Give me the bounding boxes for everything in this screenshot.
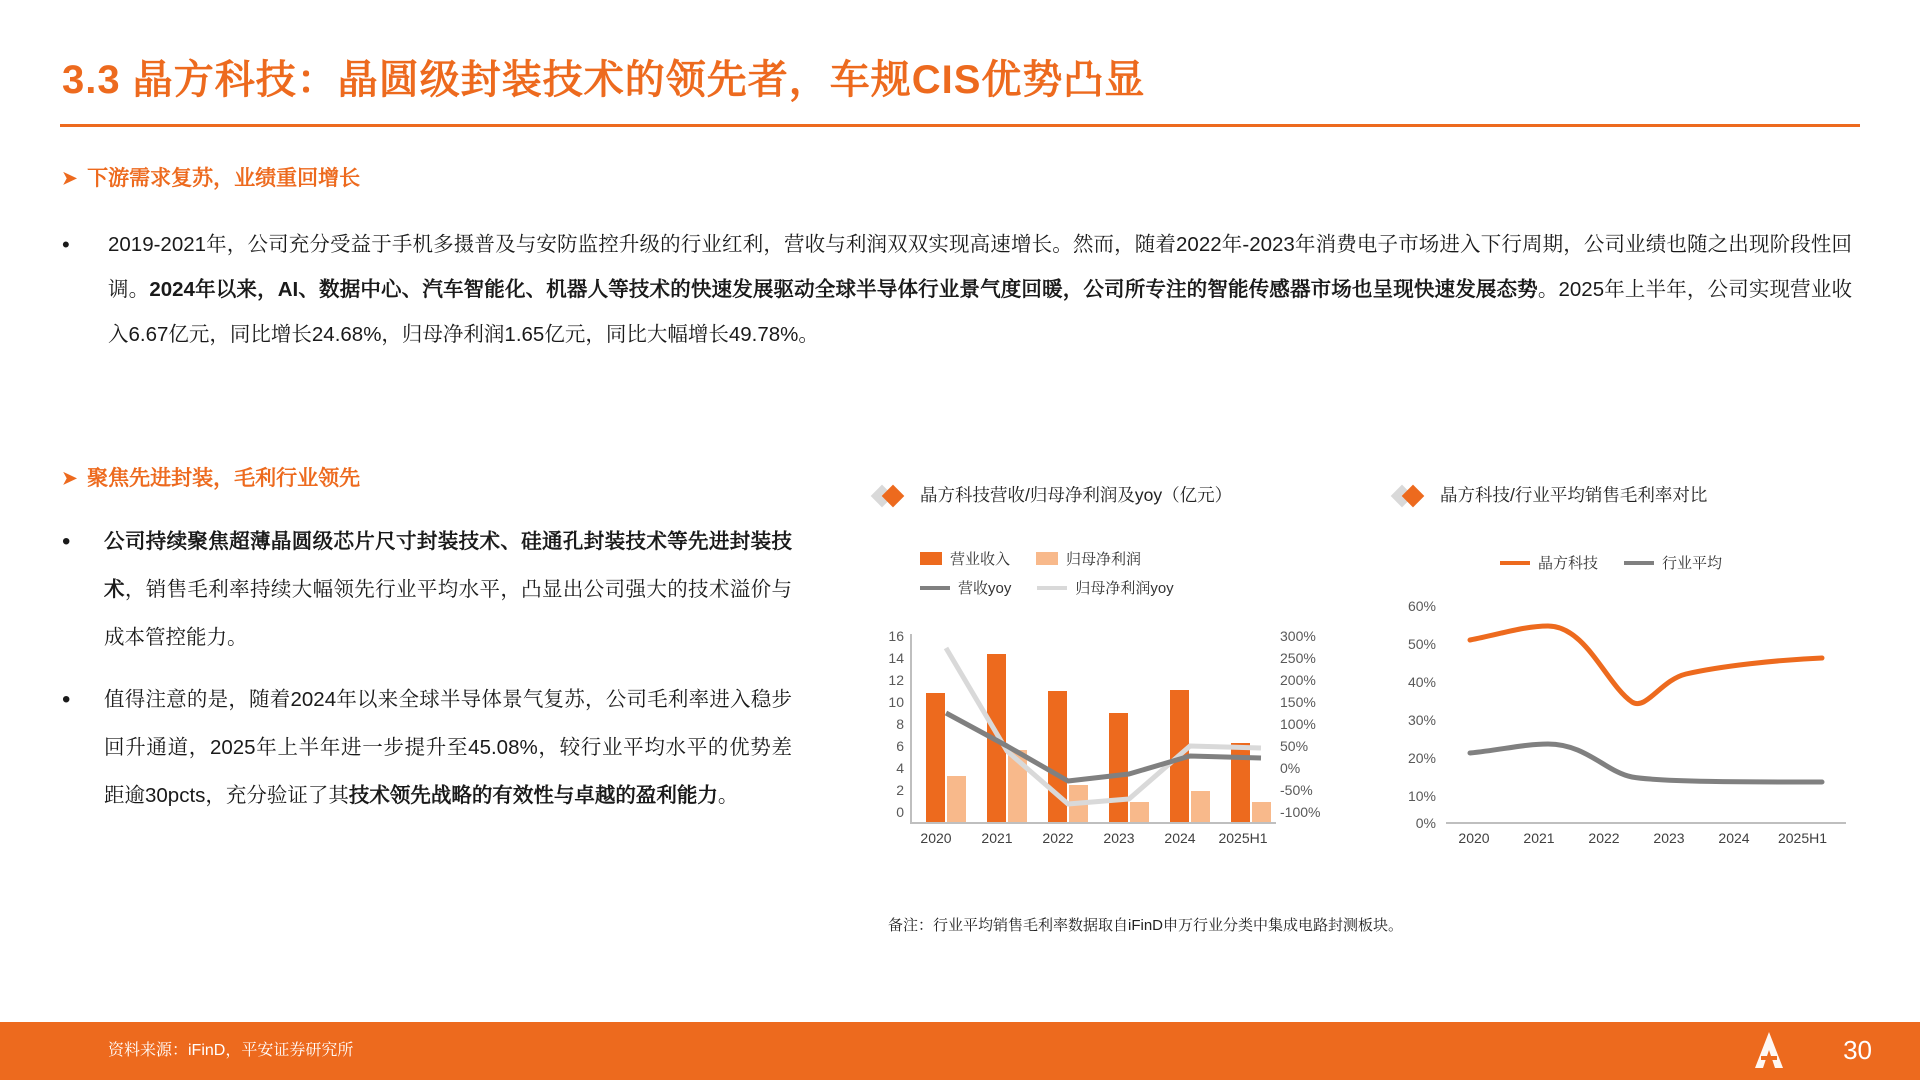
bullet-icon: • <box>62 528 71 555</box>
source-note: 资料来源：iFinD，平安证券研究所 <box>108 1042 354 1059</box>
title-divider <box>60 124 1860 127</box>
x-tick-label: 2025H1 <box>1218 830 1268 846</box>
y-axis-tick: 40% <box>1407 674 1436 690</box>
page-number: 30 <box>1843 1035 1872 1065</box>
x-tick-label: 2021 <box>1523 830 1555 846</box>
x-tick-label: 2021 <box>981 830 1013 846</box>
y-axis-tick: 50% <box>1407 636 1436 652</box>
chart-1-lines <box>910 634 1276 822</box>
chart-2-title-marks <box>1394 488 1421 504</box>
x-tick-label: 2025H1 <box>1777 830 1828 846</box>
y-axis-right-tick: 250% <box>1280 650 1316 666</box>
legend-swatch-icon <box>1036 552 1058 565</box>
x-tick-label: 2024 <box>1164 830 1196 846</box>
company-logo-icon <box>1748 1028 1790 1074</box>
y-axis-left-tick: 12 <box>888 672 904 688</box>
x-tick-label: 2020 <box>1458 830 1490 846</box>
x-tick-label: 2022 <box>1588 830 1620 846</box>
x-tick-label: 2024 <box>1718 830 1750 846</box>
y-axis-right-tick: 100% <box>1280 716 1316 732</box>
chart-1-plot-area <box>910 634 1276 822</box>
y-axis-left-tick: 8 <box>896 716 904 732</box>
legend-item-revenue <box>920 548 1010 569</box>
legend-item-profit-yoy <box>1037 577 1173 598</box>
paragraph-1 <box>62 222 1852 357</box>
legend-label: 归母净利润yoy <box>1075 580 1174 597</box>
charts-panel <box>860 470 1870 950</box>
legend-swatch-icon <box>920 552 942 565</box>
paragraph-1-part-a: 2019-2021年，公司充分受益于手机多摄普及与安防监控升级的行业红利，营收与利润双双实现高速增长。然而，随着2022年-2023年消费电子市场进入下行周期，公司业绩也随之出现阶段性回调。 <box>108 233 1852 301</box>
y-axis-tick: 20% <box>1407 750 1436 766</box>
list-item <box>62 676 792 820</box>
y-axis-left-tick: 0 <box>896 804 904 820</box>
list-item-2-tail: 。 <box>717 784 739 807</box>
legend-label: 晶方科技 <box>1538 555 1599 572</box>
legend-line-icon <box>1037 586 1067 590</box>
y-axis-left-tick: 4 <box>896 760 904 776</box>
y-axis-right-tick: 200% <box>1280 672 1316 688</box>
section-heading-1: ➤ 下游需求复苏，业绩重回增长 <box>62 167 361 190</box>
legend-item-revenue-yoy <box>920 577 1011 598</box>
y-axis-right-tick: 300% <box>1280 628 1316 644</box>
y-axis-right-tick: 150% <box>1280 694 1316 710</box>
chart-1-legend <box>920 548 1200 606</box>
list-item-1-bold: 公司持续聚焦超薄晶圆级芯片尺寸封装技术、硅通孔封装技术等先进封装技术 <box>104 530 792 601</box>
chart-2-legend <box>1500 552 1748 581</box>
y-axis-right-tick: 0% <box>1280 760 1301 776</box>
line-profit-yoy <box>946 648 1261 804</box>
left-bullet-list <box>62 518 792 834</box>
x-tick-label: 2020 <box>920 830 952 846</box>
y-axis-left-tick: 14 <box>888 650 904 666</box>
x-axis-line <box>910 822 1276 824</box>
legend-label: 归母净利润 <box>1066 551 1142 568</box>
y-axis-right-tick: -50% <box>1280 782 1313 798</box>
page-title: 3.3 晶方科技：晶圆级封装技术的领先者，车规CIS优势凸显 <box>62 58 1146 102</box>
bullet-icon: • <box>62 232 70 257</box>
bullet-icon: • <box>62 686 71 713</box>
list-item-1-rest: ，销售毛利率持续大幅领先行业平均水平，凸显出公司强大的技术溢价与成本管控能力。 <box>104 578 792 649</box>
list-item-2-bold: 技术领先战略的有效性与卓越的盈利能力 <box>348 784 718 807</box>
y-axis-tick: 10% <box>1407 788 1436 804</box>
legend-line-icon <box>920 586 950 590</box>
chart-note: 备注：行业平均销售毛利率数据取自iFinD申万行业分类中集成电路封测板块。 <box>888 917 1404 934</box>
x-tick-label: 2023 <box>1103 830 1135 846</box>
y-axis-right-tick: 50% <box>1280 738 1309 754</box>
legend-label: 营收yoy <box>958 580 1012 597</box>
list-item-2-lead: 值得注意的是，随着2024年以来全球半导体景气复苏，公司毛利率进入稳步回升通道，2025年上半年进一步提升至45.08%，较行业平均水平的优势差距逾30pcts，充分验证了其 <box>104 688 792 807</box>
legend-item-jfkj <box>1500 552 1598 573</box>
paragraph-1-bold: 2024年以来，AI、数据中心、汽车智能化、机器人等技术的快速发展驱动全球半导体行业景气度回暖，公司所专注的智能传感器市场也呈现快速发展态势 <box>149 278 1538 301</box>
y-axis-right-tick: -100% <box>1280 804 1321 820</box>
arrow-icon: ➤ <box>62 468 78 488</box>
y-axis-left-tick: 2 <box>896 782 904 798</box>
legend-line-icon <box>1500 561 1530 565</box>
chart-1-title-marks <box>874 488 901 504</box>
paragraph-1-part-c: 。2025年上半年，公司实现营业收入6.67亿元，同比增长24.68%，归母净利润1.65亿元，同比大幅增长49.78%。 <box>108 278 1852 346</box>
y-axis-left-tick: 6 <box>896 738 904 754</box>
y-axis-tick: 0% <box>1415 815 1436 831</box>
chart-1-title: 晶方科技营收/归母净利润及yoy（亿元） <box>920 485 1233 505</box>
legend-item-net-profit <box>1036 548 1141 569</box>
y-axis-left-tick: 10 <box>888 694 904 710</box>
chart-2-title: 晶方科技/行业平均销售毛利率对比 <box>1440 485 1708 505</box>
chart-2-lines <box>1446 604 1846 824</box>
legend-item-industry-avg <box>1624 552 1722 573</box>
x-tick-label: 2022 <box>1042 830 1074 846</box>
y-axis-left-tick: 16 <box>888 628 904 644</box>
legend-line-icon <box>1624 561 1654 565</box>
section-heading-2: ➤ 聚焦先进封装，毛利行业领先 <box>62 467 361 490</box>
y-axis-tick: 60% <box>1407 598 1436 614</box>
arrow-icon: ➤ <box>62 168 78 188</box>
chart-2-plot-area <box>1446 604 1846 822</box>
list-item <box>62 518 792 662</box>
legend-label: 行业平均 <box>1662 555 1723 572</box>
y-axis-tick: 30% <box>1407 712 1436 728</box>
legend-label: 营业收入 <box>950 551 1011 568</box>
x-tick-label: 2023 <box>1653 830 1685 846</box>
